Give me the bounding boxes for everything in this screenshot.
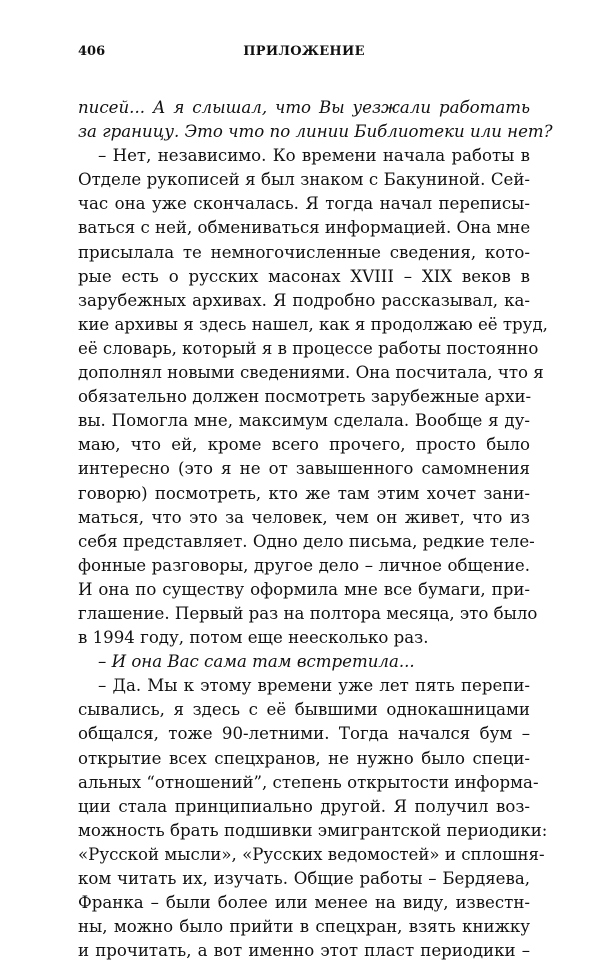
text-line: зарубежных архивах. Я подробно рассказывал, ка-	[78, 290, 530, 310]
text-line: себя представляет. Одно дело письма, редкие теле-	[78, 531, 535, 551]
text-line: «Русской мысли», «Русских ведомостей» и сплошня-	[78, 844, 545, 864]
text-line: интересно (это я не от завышенного самомнения	[78, 459, 530, 479]
text-line: присылала те немногочисленные сведения, кото-	[78, 242, 530, 262]
text-line: обязательно должен посмотреть зарубежные архи-	[78, 387, 532, 407]
text-line: писей... А я слышал, что Вы уезжали работать	[78, 98, 530, 117]
text-line: – Да. Мы к этому времени уже лет пять перепи-	[98, 676, 530, 696]
body-text	[78, 96, 553, 963]
text-line: открытие всех спецхранов, не нужно было специ-	[78, 748, 530, 768]
text-line: – Нет, независимо. Ко времени начала работы в	[98, 146, 530, 166]
text-line: маться, что это за человек, чем он живет, что из	[78, 507, 530, 527]
text-line: ны, можно было прийти в спецхран, взять книжку	[78, 917, 530, 937]
text-line: маю, что ей, кроме всего прочего, просто было	[78, 435, 530, 455]
text-line: можность брать подшивки эмигрантской периодики:	[78, 820, 548, 840]
text-line: рые есть о русских масонах XVIII – XIX веков в	[78, 266, 530, 286]
text-line: говорю) посмотреть, кто же там этим хочет зани-	[78, 483, 530, 503]
text-line: и прочитать, а вот именно этот пласт периодики –	[78, 941, 530, 961]
text-line: фонные разговоры, другое дело – личное общение.	[78, 555, 530, 575]
text-line: ком читать их, изучать. Общие работы – Бердяева,	[78, 869, 530, 888]
text-line: её словарь, который я в процессе работы постоянно	[78, 338, 539, 358]
text-line: ваться с ней, обмениваться информацией. Она мне	[78, 218, 531, 238]
text-line: глашение. Первый раз на полтора месяца, это было	[78, 603, 538, 623]
text-line: Франка – были более или менее на виду, известн-	[78, 893, 530, 913]
text-line: час она уже скончалась. Я тогда начал переписы-	[78, 194, 530, 214]
text-line: ции стала принципиально другой. Я получил воз-	[78, 796, 530, 816]
text-line: общался, тоже 90-летними. Тогда начался бум –	[78, 724, 530, 744]
text-line: за границу. Это что по линии Библиотеки или нет?	[78, 122, 553, 142]
running-title: ПРИЛОЖЕНИЕ	[243, 44, 365, 59]
text-line: в 1994 году, потом еще неесколько раз.	[78, 628, 429, 648]
text-line: кие архивы я здесь нашел, как я продолжаю её труд,	[78, 314, 548, 334]
text-line: Отделе рукописей я был знаком с Бакуниной. Сей-	[78, 170, 530, 190]
text-line: И она по существу оформила мне все бумаги, при-	[78, 579, 530, 599]
text-line: – И она Вас сама там встретила...	[98, 652, 415, 672]
text-line: вы. Помогла мне, максимум сделала. Вообще я ду-	[78, 411, 530, 431]
text-line: дополнял новыми сведениями. Она посчитала, что я	[78, 363, 544, 383]
text-line: сывались, я здесь с её бывшими однокашницами	[78, 700, 530, 720]
page-number: 406	[78, 44, 106, 59]
text-line: альных “отношений”, степень открытости информа-	[78, 772, 539, 792]
